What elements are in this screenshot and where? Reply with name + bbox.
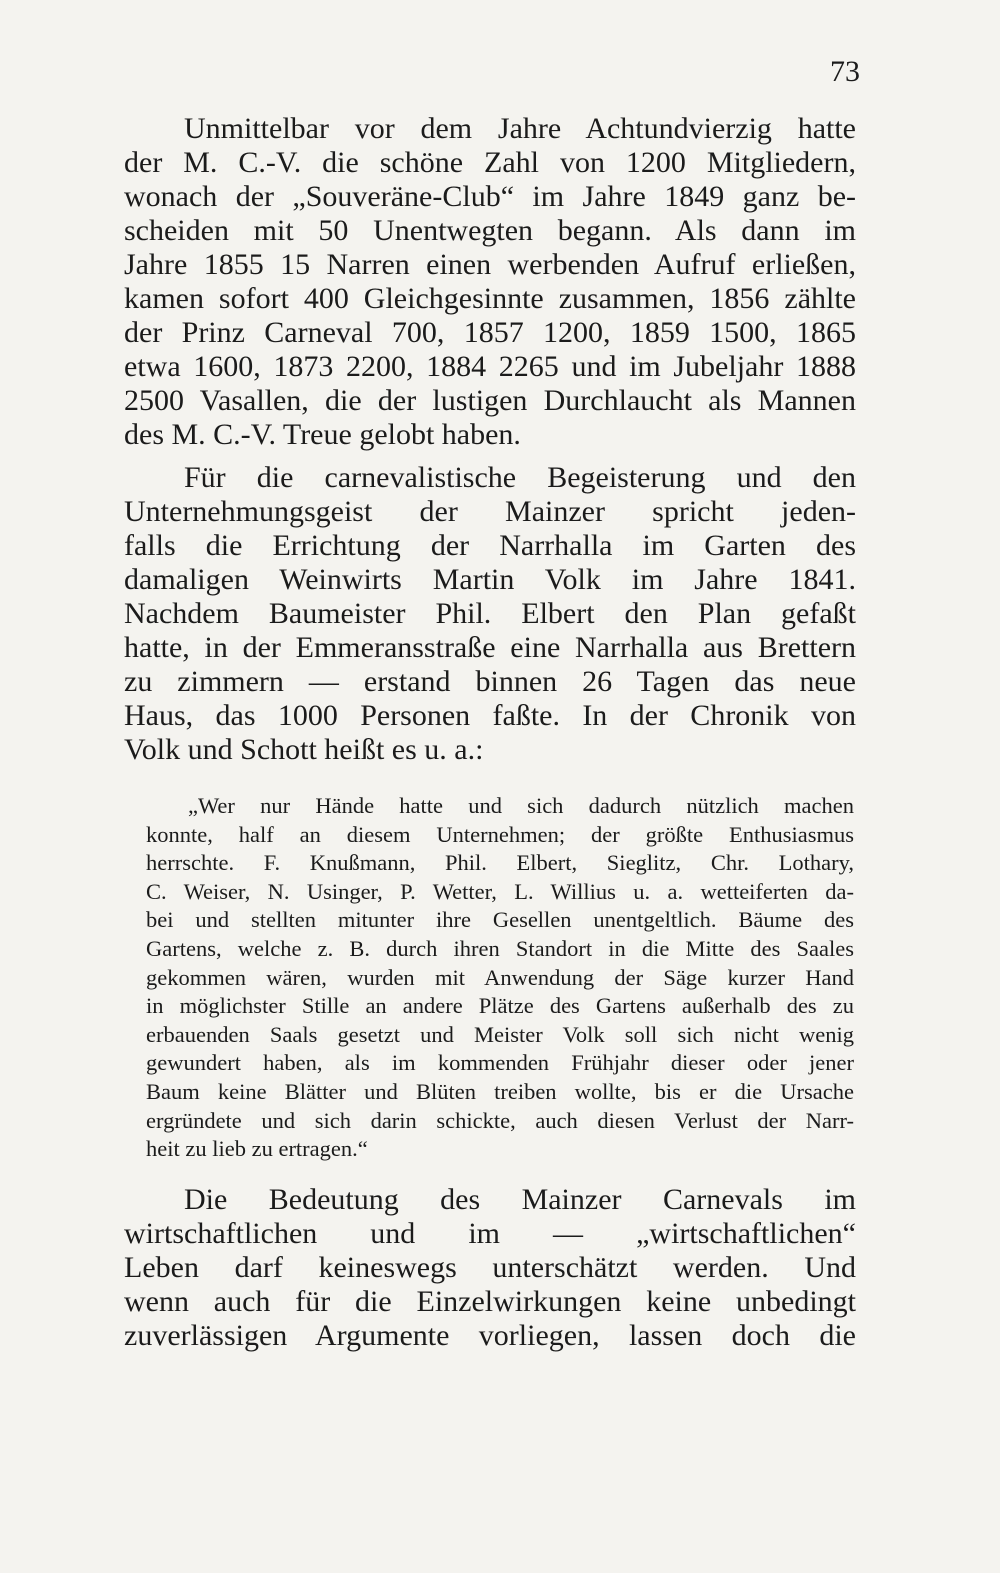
quote-line: Baum keine Blätter und Blüten treiben wollte, bis er die Ursache (146, 1078, 854, 1104)
quote-line: C. Weiser, N. Usinger, P. Wetter, L. Willius u. a. wetteiferten da- (146, 878, 854, 904)
text-line: falls die Errichtung der Narrhalla im Garten des (124, 529, 856, 562)
text-line: zuverlässigen Argumente vorliegen, lassen doch die (124, 1319, 856, 1352)
quote-line: gewundert haben, als im kommenden Frühjahr dieser oder jener (146, 1050, 854, 1076)
text-line: etwa 1600, 1873 2200, 1884 2265 und im Jubeljahr 1888 (124, 350, 856, 383)
text-line: der M. C.-V. die schöne Zahl von 1200 Mitgliedern, (124, 146, 856, 179)
text-line: Leben darf keineswegs unterschätzt werden. Und (124, 1251, 856, 1284)
quote-line: Gartens, welche z. B. durch ihren Standort in die Mitte des Saales (146, 935, 854, 961)
quote-line: „Wer nur Hände hatte und sich dadurch nützlich machen (188, 793, 854, 818)
text-line: kamen sofort 400 Gleichgesinnte zusammen, 1856 zählte (124, 282, 856, 315)
text-line: wonach der „Souveräne-Club“ im Jahre 1849 ganz be- (124, 180, 856, 213)
text-line: Für die carnevalistische Begeisterung und den (184, 461, 856, 494)
text-line: 2500 Vasallen, die der lustigen Durchlaucht als Mannen (124, 384, 856, 417)
page-number: 73 (830, 55, 860, 88)
text-line: Haus, das 1000 Personen faßte. In der Chronik von (124, 699, 856, 732)
paragraph-2 (124, 461, 856, 767)
text-line: Jahre 1855 15 Narren einen werbenden Aufruf erließen, (124, 248, 856, 281)
text-line: zu zimmern — erstand binnen 26 Tagen das neue (124, 665, 856, 698)
text-line: des M. C.-V. Treue gelobt haben. (124, 418, 521, 451)
quote-line: erbauenden Saals gesetzt und Meister Volk soll sich nicht wenig (146, 1021, 854, 1047)
block-quote (146, 792, 854, 1164)
quote-line: bei und stellten mitunter ihre Gesellen unentgeltlich. Bäume des (146, 907, 854, 933)
text-line: wenn auch für die Einzelwirkungen keine unbedingt (124, 1285, 856, 1318)
paragraph-1 (124, 112, 856, 452)
text-line: der Prinz Carneval 700, 1857 1200, 1859 1500, 1865 (124, 316, 856, 349)
text-line: Nachdem Baumeister Phil. Elbert den Plan gefaßt (124, 597, 856, 630)
quote-line: in möglichster Stille an andere Plätze des Gartens außerhalb des zu (146, 993, 854, 1019)
text-line: damaligen Weinwirts Martin Volk im Jahre 1841. (124, 563, 856, 596)
text-line: Unternehmungsgeist der Mainzer spricht jeden- (124, 495, 856, 528)
text-line: Volk und Schott heißt es u. a.: (124, 733, 484, 766)
text-line: hatte, in der Emmeransstraße eine Narrhalla aus Brettern (124, 631, 856, 664)
text-line: scheiden mit 50 Unentwegten begann. Als dann im (124, 214, 856, 247)
text-line: Die Bedeutung des Mainzer Carnevals im (184, 1183, 856, 1216)
quote-line: herrschte. F. Knußmann, Phil. Elbert, Sieglitz, Chr. Lothary, (146, 850, 854, 876)
paragraph-3 (124, 1183, 856, 1353)
text-line: wirtschaftlichen und im — „wirtschaftlichen“ (124, 1217, 856, 1250)
quote-line: heit zu lieb zu ertragen.“ (146, 1136, 368, 1162)
quote-line: konnte, half an diesem Unternehmen; der größte Enthusiasmus (146, 821, 854, 847)
quote-line: gekommen wären, wurden mit Anwendung der Säge kurzer Hand (146, 964, 854, 990)
quote-line: ergründete und sich darin schickte, auch diesen Verlust der Narr- (146, 1107, 854, 1133)
text-line: Unmittelbar vor dem Jahre Achtundvierzig hatte (184, 112, 856, 145)
